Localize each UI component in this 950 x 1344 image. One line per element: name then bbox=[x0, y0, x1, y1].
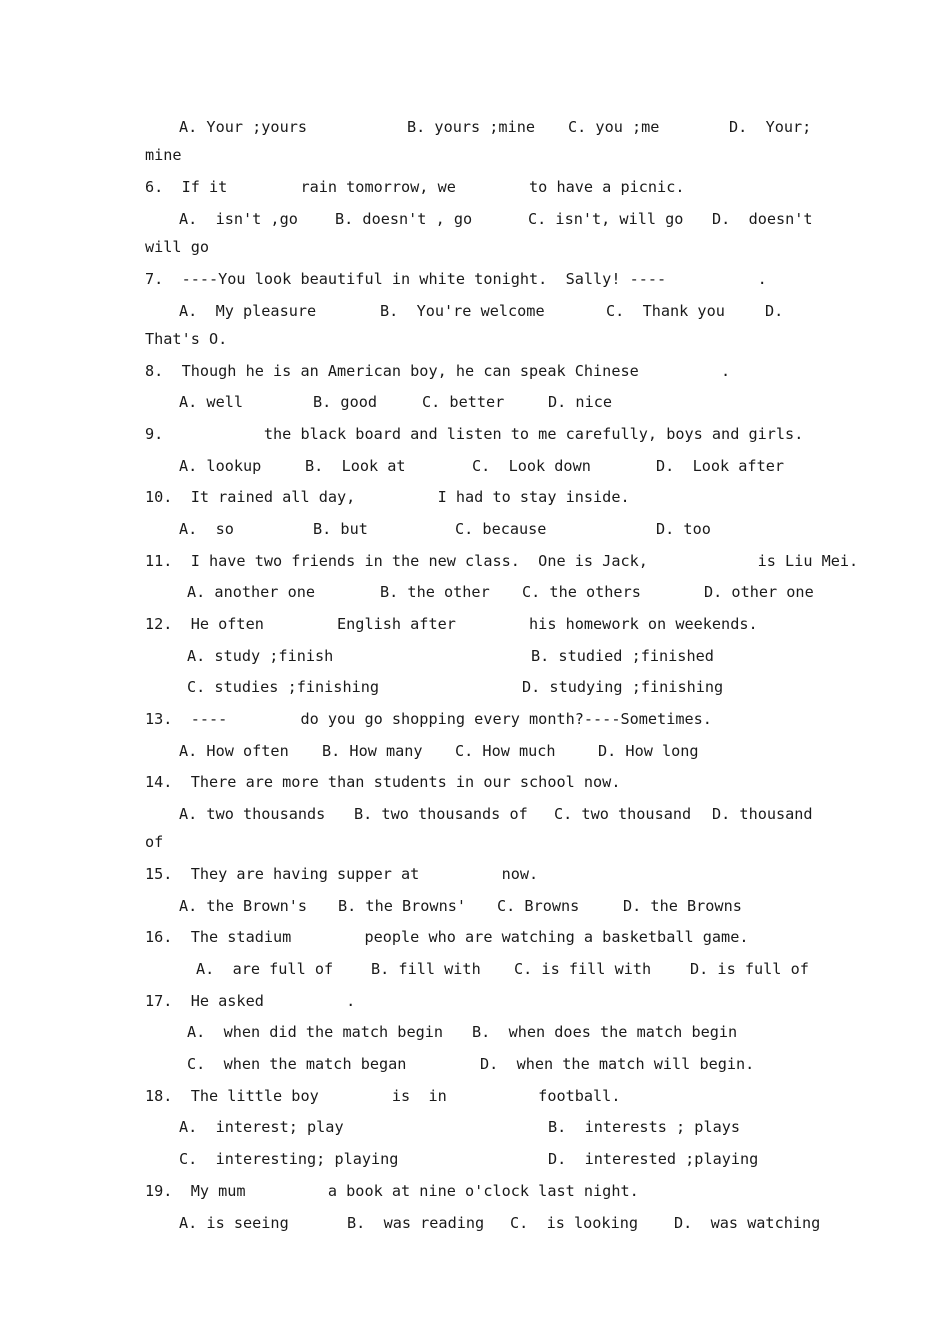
text-line-l6: 6. If it rain tomorrow, we to have a picnic. bbox=[145, 178, 685, 196]
text-line-l21: C. better bbox=[422, 393, 505, 411]
text-line-l61: B. fill with bbox=[371, 960, 481, 978]
text-line-l2: B. yours ;mine bbox=[407, 118, 536, 136]
text-line-l73: D. interested ;playing bbox=[548, 1150, 759, 1168]
text-line-l5: mine bbox=[145, 146, 182, 164]
text-line-l58: D. the Browns bbox=[623, 897, 742, 915]
text-line-l44: A. How often bbox=[179, 742, 289, 760]
text-line-l7: A. isn't ,go bbox=[179, 210, 298, 228]
text-line-l28: 10. It rained all day, I had to stay inside. bbox=[145, 488, 630, 506]
text-line-l76: B. was reading bbox=[347, 1214, 485, 1232]
text-line-l22: D. nice bbox=[548, 393, 613, 411]
text-line-l30: B. but bbox=[313, 520, 368, 538]
text-line-l17: That's O. bbox=[145, 330, 228, 348]
text-line-l40: B. studied ;finished bbox=[531, 647, 714, 665]
text-line-l59: 16. The stadium people who are watching a basketball game. bbox=[145, 928, 749, 946]
text-line-l62: C. is fill with bbox=[514, 960, 652, 978]
text-line-l10: D. doesn't bbox=[712, 210, 813, 228]
text-line-l48: 14. There are more than students in our school now. bbox=[145, 773, 621, 791]
text-line-l11: will go bbox=[145, 238, 210, 256]
text-line-l74: 19. My mum a book at nine o'clock last night. bbox=[145, 1182, 639, 1200]
text-line-l26: C. Look down bbox=[472, 457, 591, 475]
text-line-l42: D. studying ;finishing bbox=[522, 678, 724, 696]
text-line-l35: B. the other bbox=[380, 583, 490, 601]
text-line-l69: 18. The little boy is in football. bbox=[145, 1087, 621, 1105]
text-line-l53: of bbox=[145, 833, 164, 851]
text-line-l63: D. is full of bbox=[690, 960, 809, 978]
text-line-l1: A. Your ;yours bbox=[179, 118, 308, 136]
text-line-l14: B. You're welcome bbox=[380, 302, 545, 320]
text-line-l20: B. good bbox=[313, 393, 378, 411]
text-line-l8: B. doesn't , go bbox=[335, 210, 473, 228]
text-line-l55: A. the Brown's bbox=[179, 897, 308, 915]
text-line-l37: D. other one bbox=[704, 583, 814, 601]
text-line-l15: C. Thank you bbox=[606, 302, 725, 320]
text-line-l27: D. Look after bbox=[656, 457, 785, 475]
text-line-l70: A. interest; play bbox=[179, 1118, 344, 1136]
text-line-l32: D. too bbox=[656, 520, 711, 538]
text-line-l13: A. My pleasure bbox=[179, 302, 317, 320]
text-line-l38: 12. He often English after his homework on weekends. bbox=[145, 615, 758, 633]
text-line-l77: C. is looking bbox=[510, 1214, 639, 1232]
text-line-l68: D. when the match will begin. bbox=[480, 1055, 755, 1073]
text-line-l41: C. studies ;finishing bbox=[187, 678, 380, 696]
text-line-l54: 15. They are having supper at now. bbox=[145, 865, 539, 883]
text-line-l24: A. lookup bbox=[179, 457, 262, 475]
text-line-l66: B. when does the match begin bbox=[472, 1023, 738, 1041]
text-line-l18: 8. Though he is an American boy, he can speak Chinese . bbox=[145, 362, 731, 380]
text-line-l23: 9. the black board and listen to me carefully, boys and girls. bbox=[145, 425, 804, 443]
text-line-l33: 11. I have two friends in the new class. One is Jack, is Liu Mei. bbox=[145, 552, 859, 570]
text-line-l67: C. when the match began bbox=[187, 1055, 407, 1073]
text-line-l43: 13. ---- do you go shopping every month?----Sometimes. bbox=[145, 710, 712, 728]
text-line-l75: A. is seeing bbox=[179, 1214, 289, 1232]
text-line-l60: A. are full of bbox=[196, 960, 334, 978]
text-line-l34: A. another one bbox=[187, 583, 316, 601]
text-line-l52: D. thousand bbox=[712, 805, 813, 823]
text-line-l64: 17. He asked . bbox=[145, 992, 356, 1010]
text-line-l50: B. two thousands of bbox=[354, 805, 528, 823]
text-line-l56: B. the Browns' bbox=[338, 897, 467, 915]
text-line-l19: A. well bbox=[179, 393, 244, 411]
text-line-l36: C. the others bbox=[522, 583, 641, 601]
text-line-l29: A. so bbox=[179, 520, 234, 538]
text-line-l12: 7. ----You look beautiful in white tonight. Sally! ---- . bbox=[145, 270, 767, 288]
text-line-l16: D. bbox=[765, 302, 784, 320]
text-line-l45: B. How many bbox=[322, 742, 423, 760]
text-line-l9: C. isn't, will go bbox=[528, 210, 684, 228]
text-line-l49: A. two thousands bbox=[179, 805, 326, 823]
text-line-l39: A. study ;finish bbox=[187, 647, 334, 665]
text-line-l72: C. interesting; playing bbox=[179, 1150, 399, 1168]
text-line-l57: C. Browns bbox=[497, 897, 580, 915]
text-line-l71: B. interests ; plays bbox=[548, 1118, 741, 1136]
text-line-l4: D. Your; bbox=[729, 118, 812, 136]
text-line-l65: A. when did the match begin bbox=[187, 1023, 444, 1041]
text-line-l46: C. How much bbox=[455, 742, 556, 760]
text-line-l51: C. two thousand bbox=[554, 805, 692, 823]
text-line-l25: B. Look at bbox=[305, 457, 406, 475]
text-line-l3: C. you ;me bbox=[568, 118, 660, 136]
text-line-l78: D. was watching bbox=[674, 1214, 821, 1232]
text-line-l31: C. because bbox=[455, 520, 547, 538]
text-line-l47: D. How long bbox=[598, 742, 699, 760]
